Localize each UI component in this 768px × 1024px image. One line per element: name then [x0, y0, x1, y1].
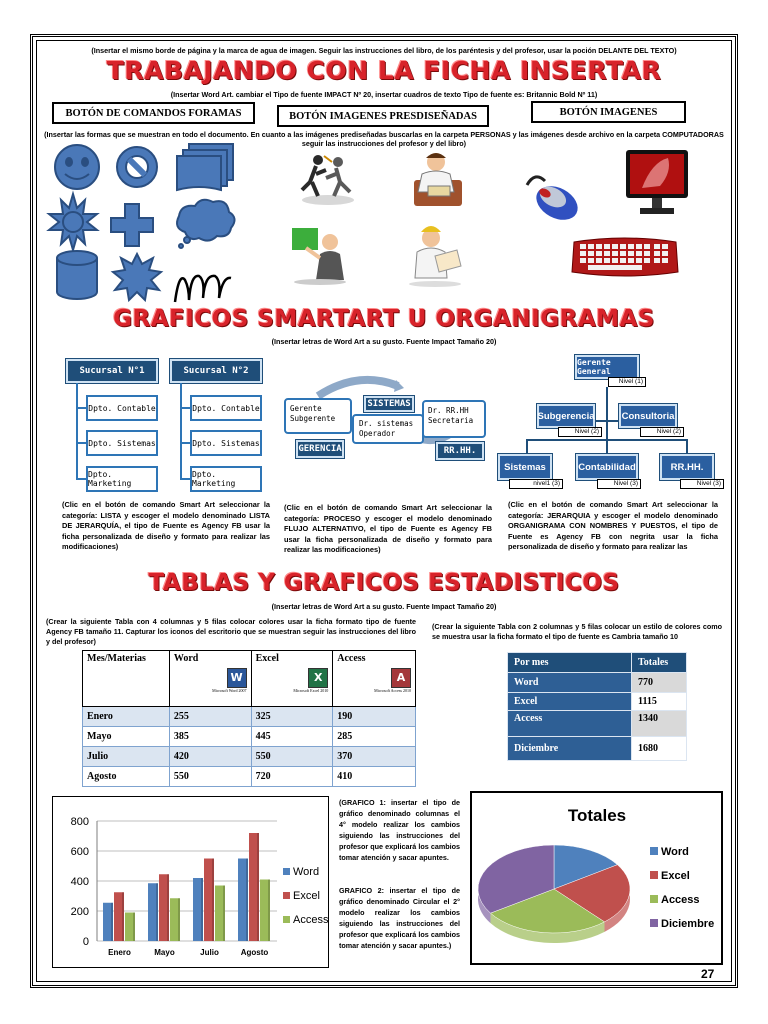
column-chart	[52, 796, 329, 968]
sistemas-item: Dr. sistemas	[359, 419, 414, 428]
table1-instruction: (Crear la siguiente Tabla con 4 columnas y 5 filas colocar colores usar la ficha formato tipo de fuente Agency FB tamaño 11. Capturar los iconos del escritorio que se muestran seguir las instrucciones del libro y del profesor)	[46, 617, 416, 646]
gerencia-label: GERENCIA	[296, 440, 344, 458]
org-rrhh: RR.HH.	[660, 454, 714, 480]
t1-cell: 385	[169, 727, 251, 747]
list1-tick3	[76, 478, 86, 480]
sistemas-box	[352, 414, 424, 444]
multidocument-shape-icon	[177, 144, 233, 190]
rrhh-item: Dr. RR.HH	[428, 406, 469, 415]
table-totales	[507, 652, 687, 761]
table-row	[508, 653, 687, 673]
no-symbol-shape-icon	[117, 147, 157, 187]
table-row	[83, 767, 416, 787]
t2-header: Totales	[632, 653, 687, 673]
legend-swatch	[283, 916, 290, 923]
clipart-mouse-icon	[523, 165, 585, 227]
rrhh-box	[422, 400, 486, 438]
legend-label: Word	[293, 866, 320, 878]
list1-item-contable: Dpto. Contable	[86, 395, 158, 421]
t1-cell: Julio	[83, 747, 170, 767]
shapes-instruction: (Insertar las formas que se muestran en todo el documento. En cuanto a las imágenes prediseñadas buscarlas en la carpeta PERSONAS y las imágenes desde archivo en la carpeta COMPUTADORAS seguir las instrucciones del profesor y del libro)	[44, 130, 724, 148]
y-tick-label: 600	[70, 846, 89, 858]
org-line-v3	[526, 439, 528, 455]
list2-item-sistemas: Dpto. Sistemas	[190, 430, 262, 456]
org-consultoria: Consultoria	[619, 404, 677, 428]
bar-shade	[212, 859, 214, 942]
legend-swatch	[283, 868, 290, 875]
bar-shade	[111, 903, 113, 941]
sun-shape-icon	[49, 194, 97, 250]
org-sistemas: Sistemas	[498, 454, 552, 480]
gerencia-box	[284, 398, 352, 434]
t1-header-mes: Mes/Materias	[83, 651, 170, 707]
clipart-businessman-icon	[408, 150, 466, 208]
legend-swatch	[650, 895, 658, 903]
pie-title: Totales	[567, 806, 627, 825]
legend-label: Word	[661, 846, 689, 858]
t2-cell: Diciembre	[508, 737, 632, 761]
word-icon: W	[227, 668, 247, 688]
clipart-presenter-icon	[290, 224, 350, 286]
legend-label: Access	[661, 894, 700, 906]
legend-label: Excel	[293, 890, 320, 902]
title3-instruction: (Insertar letras de Word Art a su gusto. Fuente Impact Tamaño 20)	[271, 602, 497, 611]
t1-cell: 550	[169, 767, 251, 787]
bar-shade	[167, 874, 169, 941]
list1-tick1	[76, 407, 86, 409]
list2-tick1	[180, 407, 190, 409]
t1-cell: 420	[169, 747, 251, 767]
clipart-people-running-icon	[298, 148, 358, 208]
smiley-shape-icon	[55, 145, 99, 189]
t1-header-excel-label: Excel	[255, 653, 279, 664]
sucursal-2-head: Sucursal N°2	[170, 359, 262, 383]
t1-cell: Agosto	[83, 767, 170, 787]
bar-shade	[201, 878, 203, 941]
t1-cell: 285	[333, 727, 416, 747]
pie-chart-svg	[472, 793, 721, 963]
gerencia-item: Gerente	[290, 404, 322, 413]
table-row	[508, 711, 687, 737]
title2-instruction: (Insertar letras de Word Art a su gusto. Fuente Impact Tamaño 20)	[271, 337, 497, 346]
bar-shade	[178, 898, 180, 941]
t2-cell: 1115	[632, 693, 687, 711]
t1-header-access	[333, 651, 416, 707]
boton-comandos-formas-box: BOTÓN DE COMANDOS FORAMAS	[52, 102, 255, 124]
page-number: 27	[701, 967, 715, 981]
t1-cell: 190	[333, 707, 416, 727]
explosion-shape-icon	[113, 254, 161, 300]
caption-jerarquia: (Clic en el botón de comando Smart Art seleccionar la categoría: JERARQUIA y escoger el modelo denominado ORGANIGRAMA CON NOMBRES Y PUESTOS, el tipo de Fuente es Agency FB con negrita usar la ficha personalizada de diseño y formato para realizar las	[508, 500, 718, 551]
t1-header-access-label: Access	[337, 653, 366, 664]
bar-shade	[257, 833, 259, 941]
t1-header-word	[169, 651, 251, 707]
list2-connector	[180, 383, 182, 479]
cloud-shape-icon	[177, 200, 235, 248]
column-chart-svg	[53, 797, 330, 969]
table-materias	[82, 650, 416, 787]
t1-cell: 370	[333, 747, 416, 767]
t1-cell: 550	[251, 747, 333, 767]
table2-instruction: (Crear la siguiente Tabla con 2 columnas y 5 filas colocar un estilo de colores como se muestra usar la ficha formato el tipo de fuente es Cambria tamaño 10	[432, 622, 722, 641]
access-icon: A	[391, 668, 411, 688]
list1-item-marketing: Dpto. Marketing	[86, 466, 158, 492]
sistemas-label: SISTEMAS	[364, 396, 414, 412]
t1-cell: 410	[333, 767, 416, 787]
t2-cell: 770	[632, 673, 687, 693]
table-row	[508, 737, 687, 761]
excel-icon: X	[308, 668, 328, 688]
org-contabilidad: Contabilidad	[576, 454, 638, 480]
table-row	[508, 673, 687, 693]
org-line-v1	[606, 387, 608, 423]
t2-cell: 1340	[632, 711, 687, 737]
x-tick-label: Enero	[108, 948, 131, 957]
list1-item-sistemas: Dpto. Sistemas	[86, 430, 158, 456]
title-smartart: GRAFICOS SMARTART U ORGANIGRAMAS	[113, 306, 655, 332]
table-row	[83, 707, 416, 727]
excel-icon-caption: Microsoft Excel 2010	[293, 688, 329, 693]
t1-cell: Enero	[83, 707, 170, 727]
list2-tick3	[180, 478, 190, 480]
rrhh-label: RR.HH.	[436, 442, 484, 460]
caption-lista: (Clic en el botón de comando Smart Art seleccionar la categoría: LISTA y escoger el modelo denominado LISTA DE JERARQUÍA, el tipo de Fuente es Agency FB usar la ficha personalizada de diseño y formato para realizar las modificaciones)	[62, 500, 270, 551]
legend-label: Access	[293, 914, 329, 926]
scribble-shape-icon	[175, 276, 231, 302]
title-trabajando: TRABAJANDO CON LA FICHA INSERTAR	[106, 56, 662, 85]
t1-cell: 325	[251, 707, 333, 727]
legend-swatch	[283, 892, 290, 899]
bar-shade	[156, 883, 158, 941]
org-line-v5	[686, 439, 688, 455]
list2-item-marketing: Dpto. Marketing	[190, 466, 262, 492]
org-line-v2	[606, 422, 608, 440]
gerencia-item: Subgerente	[290, 414, 336, 423]
t2-cell: 1680	[632, 737, 687, 761]
caption-proceso: (Clic en el botón de comando Smart Art seleccionar la categoría: PROCESO y escoger el modelo denominado FLUJO ALTERNATIVO, el tipo de Fuente es Agency FB usar la ficha personalizada de diseño y formato para realizar las modificaciones)	[284, 503, 492, 554]
x-tick-label: Mayo	[154, 948, 175, 957]
t1-cell: 720	[251, 767, 333, 787]
y-tick-label: 0	[82, 936, 89, 948]
legend-label: Diciembre	[661, 918, 715, 930]
shapes-group	[45, 142, 240, 307]
t2-cell: Access	[508, 711, 632, 737]
clipart-monitor-icon	[622, 148, 692, 220]
org-contabilidad-tag: Nivel (3)	[597, 479, 641, 489]
org-gerente-general: Gerente General	[575, 355, 639, 379]
t1-cell: Mayo	[83, 727, 170, 747]
org-consultoria-tag: Nivel (2)	[640, 427, 684, 437]
org-rrhh-tag: Nivel (3)	[680, 479, 724, 489]
org-gerente-tag: Nivel (1)	[608, 377, 646, 387]
sistemas-item: Operador	[359, 429, 396, 438]
word-icon-caption: Microsoft Word 2007	[212, 688, 247, 693]
list2-item-contable: Dpto. Contable	[190, 395, 262, 421]
clipart-keyboard-icon	[570, 232, 680, 280]
boton-imagenes-box: BOTÓN IMAGENES	[531, 101, 686, 123]
legend-swatch	[650, 847, 658, 855]
x-tick-label: Agosto	[240, 948, 269, 957]
bar-shade	[133, 913, 135, 942]
list1-connector	[76, 383, 78, 479]
x-tick-label: Julio	[200, 948, 219, 957]
rrhh-item: Secretaria	[428, 416, 474, 425]
t2-cell: Word	[508, 673, 632, 693]
t1-cell: 255	[169, 707, 251, 727]
table-row	[508, 693, 687, 711]
plus-shape-icon	[111, 204, 153, 246]
bar-shade	[268, 880, 270, 942]
org-subgerencia: Subgerencia	[537, 404, 595, 428]
list2-tick2	[180, 442, 190, 444]
table-row	[83, 747, 416, 767]
pie-chart	[470, 791, 723, 965]
bar-shade	[122, 892, 124, 941]
title-tablas: TABLAS Y GRAFICOS ESTADISTICOS	[148, 570, 620, 596]
legend-swatch	[650, 919, 658, 927]
org-subgerencia-tag: Nivel (2)	[558, 427, 602, 437]
grafico1-text: (GRAFICO 1: insertar el tipo de gráfico denominado columnas el 4° modelo realizar los cambios siguiendo las instrucciones del profesor que explicará los cambios tomar atención y sacar apuntes.	[339, 798, 460, 862]
clipart-engineer-icon	[405, 222, 467, 288]
t1-cell: 445	[251, 727, 333, 747]
org-line-v4	[606, 439, 608, 455]
boton-imagenes-prediseñadas-box: BOTÓN IMAGENES PRESDISEÑADAS	[277, 105, 489, 127]
y-tick-label: 400	[70, 876, 89, 888]
cylinder-shape-icon	[57, 251, 97, 299]
org-sistemas-tag: nivel1 (3)	[509, 479, 563, 489]
y-tick-label: 800	[70, 816, 89, 828]
title1-instruction: (Insertar Word Art. cambiar el Tipo de fuente IMPACT Nº 20, insertar cuadros de texto Tipo de fuente es: Britannic Bold Nº 11)	[170, 90, 598, 99]
list1-tick2	[76, 442, 86, 444]
t2-cell: Excel	[508, 693, 632, 711]
t1-header-excel	[251, 651, 333, 707]
t1-header-word-label: Word	[173, 653, 199, 664]
header-instruction: (Insertar el mismo borde de página y la marca de agua de imagen. Seguir las instrucciones del libro, de los paréntesis y del profesor, usar la poción DELANTE DEL TEXTO)	[91, 46, 677, 55]
legend-swatch	[650, 871, 658, 879]
table-row	[83, 727, 416, 747]
sucursal-1-head: Sucursal N°1	[66, 359, 158, 383]
bar-shade	[223, 886, 225, 942]
access-icon-caption: Microsoft Access 2010	[374, 688, 411, 693]
y-tick-label: 200	[70, 906, 89, 918]
bar-shade	[246, 859, 248, 942]
legend-label: Excel	[661, 870, 690, 882]
t2-header: Por mes	[508, 653, 632, 673]
grafico2-text: GRAFICO 2: insertar el tipo de gráfico denominado Circular el 2° modelo realizar los cambios siguiendo las instrucciones del profesor que explicará los cambios tomar atención y sacar apuntes.)	[339, 886, 460, 950]
